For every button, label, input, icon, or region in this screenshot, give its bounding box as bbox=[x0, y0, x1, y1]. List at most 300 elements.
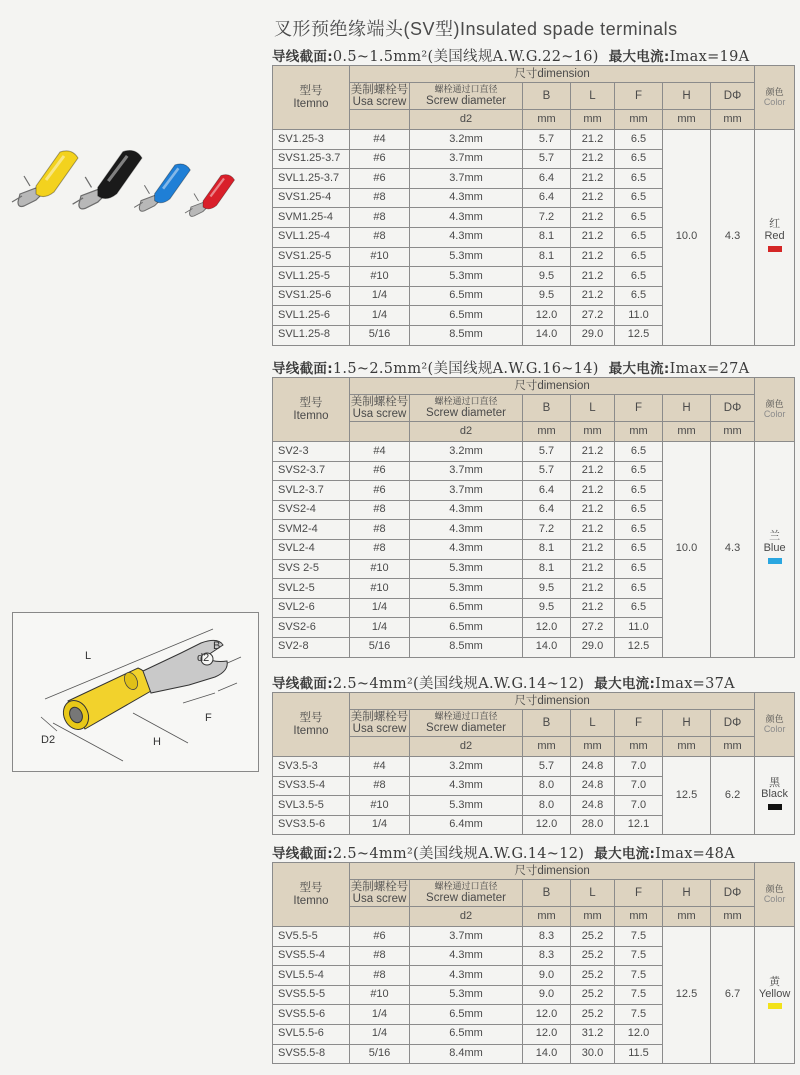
cell-model: SV5.5-5 bbox=[273, 927, 350, 947]
cell-B: 9.0 bbox=[523, 985, 571, 1005]
cell-L: 21.2 bbox=[571, 598, 615, 618]
cell-diameter: 6.5mm bbox=[410, 1005, 523, 1025]
cell-F: 7.5 bbox=[615, 966, 663, 986]
cell-diameter: 5.3mm bbox=[410, 559, 523, 579]
cell-screw: 1/4 bbox=[350, 1024, 410, 1044]
cell-model: SVS1.25-4 bbox=[273, 188, 350, 208]
cell-color bbox=[755, 757, 795, 835]
cell-L: 21.2 bbox=[571, 461, 615, 481]
color-name-en: Black bbox=[761, 788, 789, 801]
cell-screw: 1/4 bbox=[350, 306, 410, 326]
cell-F: 12.5 bbox=[615, 325, 663, 345]
cell-F: 12.1 bbox=[615, 815, 663, 835]
cell-B: 8.0 bbox=[523, 796, 571, 816]
max-current-label: 最大电流: bbox=[608, 49, 670, 65]
header-color-zh: 颜色 bbox=[765, 714, 784, 725]
header-dimension: 尺寸dimension bbox=[350, 378, 755, 395]
cell-L: 29.0 bbox=[571, 637, 615, 657]
header-unit-mm: mm bbox=[663, 110, 711, 130]
cell-L: 21.2 bbox=[571, 559, 615, 579]
terminal-photo-item bbox=[12, 151, 78, 207]
header-screw bbox=[350, 880, 410, 907]
header-screw-zh: 美制螺栓号 bbox=[350, 395, 409, 408]
header-screw bbox=[350, 710, 410, 737]
cell-diameter: 3.2mm bbox=[410, 442, 523, 462]
header-color-zh: 颜色 bbox=[765, 87, 784, 98]
cell-L: 21.2 bbox=[571, 442, 615, 462]
header-D: DΦ bbox=[711, 710, 755, 737]
header-F: F bbox=[615, 83, 663, 110]
cell-model: SVS5.5-5 bbox=[273, 985, 350, 1005]
color-name-zh: 黄 bbox=[769, 976, 781, 989]
header-model-en: Itemno bbox=[293, 894, 329, 907]
cell-F: 7.0 bbox=[615, 796, 663, 816]
cell-model: SVS1.25-6 bbox=[273, 286, 350, 306]
cell-model: SV2-3 bbox=[273, 442, 350, 462]
header-d2: d2 bbox=[410, 110, 523, 130]
header-unit-mm: mm bbox=[663, 907, 711, 927]
cell-screw: 1/4 bbox=[350, 618, 410, 638]
dimension-diagram bbox=[12, 612, 259, 772]
cell-L: 27.2 bbox=[571, 306, 615, 326]
cell-diameter: 5.3mm bbox=[410, 579, 523, 599]
cell-screw: #4 bbox=[350, 130, 410, 150]
header-color bbox=[755, 66, 795, 130]
spec-table bbox=[272, 692, 795, 835]
header-F: F bbox=[615, 880, 663, 907]
cell-screw: 1/4 bbox=[350, 815, 410, 835]
cell-F: 7.0 bbox=[615, 776, 663, 796]
cell-L: 27.2 bbox=[571, 618, 615, 638]
cell-diameter: 3.7mm bbox=[410, 461, 523, 481]
header-color-en: Color bbox=[763, 893, 786, 904]
max-current: Imax=37A bbox=[655, 676, 735, 692]
cell-diameter: 4.3mm bbox=[410, 966, 523, 986]
page-title: 叉形预绝缘端头(SV型)Insulated spade terminals bbox=[274, 19, 678, 39]
cell-screw: 5/16 bbox=[350, 325, 410, 345]
cell-diameter: 8.5mm bbox=[410, 637, 523, 657]
header-color bbox=[755, 693, 795, 757]
cell-diameter: 5.3mm bbox=[410, 267, 523, 287]
max-current: Imax=48A bbox=[655, 846, 735, 862]
cell-B: 6.4 bbox=[523, 500, 571, 520]
cell-F: 6.5 bbox=[615, 442, 663, 462]
cell-F: 6.5 bbox=[615, 188, 663, 208]
cell-D: 4.3 bbox=[711, 130, 755, 346]
cell-L: 21.2 bbox=[571, 520, 615, 540]
header-screw-en: Usa screw bbox=[352, 723, 407, 735]
cell-F: 6.5 bbox=[615, 149, 663, 169]
cell-screw: #6 bbox=[350, 149, 410, 169]
header-color-en: Color bbox=[763, 408, 786, 419]
cell-F: 6.5 bbox=[615, 500, 663, 520]
max-current: Imax=19A bbox=[669, 49, 750, 65]
cell-F: 6.5 bbox=[615, 481, 663, 501]
header-unit-mm: mm bbox=[571, 907, 615, 927]
cell-diameter: 6.4mm bbox=[410, 815, 523, 835]
cell-screw: #4 bbox=[350, 442, 410, 462]
header-model bbox=[273, 863, 350, 927]
cell-diameter: 4.3mm bbox=[410, 188, 523, 208]
color-name-en: Red bbox=[764, 229, 785, 242]
header-d2: d2 bbox=[410, 907, 523, 927]
cell-H: 10.0 bbox=[663, 130, 711, 346]
max-current: Imax=27A bbox=[669, 361, 750, 377]
cell-B: 8.3 bbox=[523, 946, 571, 966]
terminal-photo-item bbox=[185, 175, 235, 217]
cell-F: 6.5 bbox=[615, 559, 663, 579]
cell-screw: #4 bbox=[350, 757, 410, 777]
cell-model: SVS5.5-8 bbox=[273, 1044, 350, 1064]
label-D2: D2 bbox=[41, 734, 56, 746]
cell-B: 8.1 bbox=[523, 539, 571, 559]
cell-F: 7.5 bbox=[615, 1005, 663, 1025]
cell-model: SVL5.5-6 bbox=[273, 1024, 350, 1044]
cell-B: 8.1 bbox=[523, 247, 571, 267]
header-model-zh: 型号 bbox=[299, 397, 323, 410]
header-unit-mm: mm bbox=[711, 737, 755, 757]
header-diameter-en: Screw diameter bbox=[426, 406, 506, 419]
cell-diameter: 6.5mm bbox=[410, 598, 523, 618]
cell-diameter: 8.5mm bbox=[410, 325, 523, 345]
header-screw-zh: 美制螺栓号 bbox=[350, 710, 409, 723]
cell-screw: 5/16 bbox=[350, 637, 410, 657]
cell-diameter: 6.5mm bbox=[410, 286, 523, 306]
cell-screw: #10 bbox=[350, 579, 410, 599]
table-row bbox=[273, 757, 795, 777]
header-model bbox=[273, 378, 350, 442]
cell-L: 21.2 bbox=[571, 286, 615, 306]
header-L: L bbox=[571, 710, 615, 737]
cell-model: SVS3.5-4 bbox=[273, 776, 350, 796]
cell-screw: 5/16 bbox=[350, 1044, 410, 1064]
header-diameter-en: Screw diameter bbox=[426, 891, 506, 904]
cell-B: 9.5 bbox=[523, 267, 571, 287]
cell-B: 5.7 bbox=[523, 149, 571, 169]
cell-L: 25.2 bbox=[571, 985, 615, 1005]
spec-section bbox=[272, 45, 794, 346]
cell-F: 6.5 bbox=[615, 227, 663, 247]
section-heading bbox=[272, 842, 794, 862]
cell-diameter: 5.3mm bbox=[410, 985, 523, 1005]
label-B: B bbox=[213, 640, 221, 652]
cell-screw: #6 bbox=[350, 927, 410, 947]
cell-diameter: 4.3mm bbox=[410, 520, 523, 540]
cell-F: 6.5 bbox=[615, 130, 663, 150]
header-unit-mm: mm bbox=[663, 422, 711, 442]
cell-B: 12.0 bbox=[523, 815, 571, 835]
cell-F: 6.5 bbox=[615, 247, 663, 267]
label-L: L bbox=[85, 650, 92, 662]
header-unit-mm: mm bbox=[523, 422, 571, 442]
cell-diameter: 8.4mm bbox=[410, 1044, 523, 1064]
cell-B: 9.5 bbox=[523, 598, 571, 618]
header-color-en: Color bbox=[763, 96, 786, 107]
cell-F: 6.5 bbox=[615, 598, 663, 618]
cell-L: 21.2 bbox=[571, 149, 615, 169]
cell-B: 14.0 bbox=[523, 637, 571, 657]
cell-F: 6.5 bbox=[615, 461, 663, 481]
section-heading bbox=[272, 357, 794, 377]
header-screw bbox=[350, 395, 410, 422]
cell-L: 21.2 bbox=[571, 208, 615, 228]
cell-B: 14.0 bbox=[523, 1044, 571, 1064]
cell-screw: #8 bbox=[350, 227, 410, 247]
cell-L: 31.2 bbox=[571, 1024, 615, 1044]
cell-L: 24.8 bbox=[571, 776, 615, 796]
cell-B: 7.2 bbox=[523, 520, 571, 540]
header-diameter bbox=[410, 710, 523, 737]
cell-B: 9.5 bbox=[523, 286, 571, 306]
product-photo bbox=[10, 120, 260, 225]
cell-L: 21.2 bbox=[571, 539, 615, 559]
cell-model: SVL2-4 bbox=[273, 539, 350, 559]
cell-model: SVL3.5-5 bbox=[273, 796, 350, 816]
header-screw-en: Usa screw bbox=[352, 408, 407, 420]
cell-diameter: 3.7mm bbox=[410, 481, 523, 501]
cell-B: 8.1 bbox=[523, 559, 571, 579]
cell-diameter: 4.3mm bbox=[410, 227, 523, 247]
cell-screw: #10 bbox=[350, 267, 410, 287]
cell-L: 21.2 bbox=[571, 267, 615, 287]
cell-model: SVM1.25-4 bbox=[273, 208, 350, 228]
header-diameter-zh: 螺栓通过口直径 bbox=[434, 84, 498, 95]
header-diameter-en: Screw diameter bbox=[426, 94, 506, 107]
cell-B: 5.7 bbox=[523, 461, 571, 481]
color-name-en: Yellow bbox=[758, 987, 791, 1000]
cell-model: SVL1.25-6 bbox=[273, 306, 350, 326]
spec-table bbox=[272, 65, 795, 346]
header-model-zh: 型号 bbox=[299, 882, 323, 895]
label-d2: d2 bbox=[197, 652, 210, 664]
cell-screw: #8 bbox=[350, 946, 410, 966]
header-dimension: 尺寸dimension bbox=[350, 863, 755, 880]
cell-L: 30.0 bbox=[571, 1044, 615, 1064]
cell-B: 5.7 bbox=[523, 130, 571, 150]
cell-diameter: 3.7mm bbox=[410, 927, 523, 947]
terminal-photo-item bbox=[73, 151, 142, 209]
header-unit-mm: mm bbox=[523, 907, 571, 927]
cell-H: 12.5 bbox=[663, 757, 711, 835]
cell-model: SVL2-3.7 bbox=[273, 481, 350, 501]
cell-color bbox=[755, 130, 795, 346]
cell-B: 14.0 bbox=[523, 325, 571, 345]
max-current-label: 最大电流: bbox=[608, 361, 670, 377]
cell-F: 7.5 bbox=[615, 927, 663, 947]
table-row bbox=[273, 130, 795, 150]
cell-screw: #8 bbox=[350, 520, 410, 540]
cell-B: 5.7 bbox=[523, 442, 571, 462]
cell-F: 11.0 bbox=[615, 306, 663, 326]
cell-screw: #8 bbox=[350, 966, 410, 986]
header-L: L bbox=[571, 395, 615, 422]
cell-H: 12.5 bbox=[663, 927, 711, 1064]
cell-F: 11.5 bbox=[615, 1044, 663, 1064]
cell-B: 9.0 bbox=[523, 966, 571, 986]
wire-section-label: 导线截面: bbox=[272, 676, 333, 692]
header-color bbox=[755, 378, 795, 442]
cell-diameter: 5.3mm bbox=[410, 247, 523, 267]
cell-model: SVS3.5-6 bbox=[273, 815, 350, 835]
header-screw-blank bbox=[350, 907, 410, 927]
cell-model: SVL2-6 bbox=[273, 598, 350, 618]
header-color-zh: 颜色 bbox=[765, 884, 784, 895]
cell-F: 6.5 bbox=[615, 539, 663, 559]
header-unit-mm: mm bbox=[711, 110, 755, 130]
cell-model: SV2-8 bbox=[273, 637, 350, 657]
cell-H: 10.0 bbox=[663, 442, 711, 658]
header-screw-blank bbox=[350, 422, 410, 442]
cell-L: 21.2 bbox=[571, 169, 615, 189]
cell-F: 7.5 bbox=[615, 946, 663, 966]
spec-section bbox=[272, 357, 794, 658]
wire-range: 2.5~4mm²(美国线规A.W.G.14~12) bbox=[332, 846, 585, 862]
cell-F: 6.5 bbox=[615, 208, 663, 228]
header-unit-mm: mm bbox=[523, 110, 571, 130]
cell-model: SVS1.25-3.7 bbox=[273, 149, 350, 169]
cell-screw: #10 bbox=[350, 985, 410, 1005]
cell-F: 6.5 bbox=[615, 286, 663, 306]
cell-L: 28.0 bbox=[571, 815, 615, 835]
cell-B: 8.0 bbox=[523, 776, 571, 796]
header-D: DΦ bbox=[711, 880, 755, 907]
header-model-en: Itemno bbox=[293, 724, 329, 737]
cell-diameter: 3.7mm bbox=[410, 149, 523, 169]
header-unit-mm: mm bbox=[571, 737, 615, 757]
max-current-label: 最大电流: bbox=[594, 676, 656, 692]
header-screw-zh: 美制螺栓号 bbox=[350, 83, 409, 96]
cell-screw: #8 bbox=[350, 539, 410, 559]
cell-model: SVL1.25-8 bbox=[273, 325, 350, 345]
cell-model: SVM2-4 bbox=[273, 520, 350, 540]
cell-diameter: 6.5mm bbox=[410, 1024, 523, 1044]
cell-screw: #10 bbox=[350, 796, 410, 816]
color-name-zh: 兰 bbox=[769, 530, 781, 543]
cell-diameter: 4.3mm bbox=[410, 539, 523, 559]
cell-B: 5.7 bbox=[523, 757, 571, 777]
spec-section bbox=[272, 842, 794, 1064]
header-H: H bbox=[663, 880, 711, 907]
section-heading bbox=[272, 45, 794, 65]
cell-diameter: 5.3mm bbox=[410, 796, 523, 816]
cell-L: 21.2 bbox=[571, 481, 615, 501]
color-swatch bbox=[768, 246, 782, 252]
cell-model: SV3.5-3 bbox=[273, 757, 350, 777]
header-color-en: Color bbox=[763, 723, 786, 734]
header-H: H bbox=[663, 710, 711, 737]
cell-B: 8.1 bbox=[523, 227, 571, 247]
header-unit-mm: mm bbox=[615, 737, 663, 757]
wire-section-label: 导线截面: bbox=[272, 846, 333, 862]
cell-F: 12.5 bbox=[615, 637, 663, 657]
cell-model: SVL2-5 bbox=[273, 579, 350, 599]
cell-F: 6.5 bbox=[615, 169, 663, 189]
label-F: F bbox=[205, 712, 212, 724]
cell-model: SVS2-4 bbox=[273, 500, 350, 520]
header-unit-mm: mm bbox=[711, 907, 755, 927]
cell-F: 7.0 bbox=[615, 757, 663, 777]
header-diameter bbox=[410, 880, 523, 907]
header-B: B bbox=[523, 395, 571, 422]
cell-L: 25.2 bbox=[571, 946, 615, 966]
cell-B: 12.0 bbox=[523, 618, 571, 638]
header-unit-mm: mm bbox=[615, 110, 663, 130]
header-unit-mm: mm bbox=[615, 422, 663, 442]
color-name-zh: 黑 bbox=[769, 776, 781, 789]
header-screw-blank bbox=[350, 110, 410, 130]
cell-diameter: 4.3mm bbox=[410, 946, 523, 966]
header-diameter bbox=[410, 83, 523, 110]
cell-B: 6.4 bbox=[523, 169, 571, 189]
spec-section bbox=[272, 672, 794, 835]
cell-F: 11.0 bbox=[615, 618, 663, 638]
color-swatch bbox=[768, 804, 782, 810]
cell-F: 6.5 bbox=[615, 520, 663, 540]
table-row bbox=[273, 442, 795, 462]
cell-screw: #6 bbox=[350, 461, 410, 481]
cell-diameter: 6.5mm bbox=[410, 306, 523, 326]
cell-screw: #6 bbox=[350, 169, 410, 189]
wire-range: 1.5~2.5mm²(美国线规A.W.G.16~14) bbox=[332, 361, 599, 377]
header-screw-en: Usa screw bbox=[352, 96, 407, 108]
header-model-en: Itemno bbox=[293, 409, 329, 422]
cell-screw: #10 bbox=[350, 559, 410, 579]
cell-diameter: 4.3mm bbox=[410, 776, 523, 796]
header-screw-en: Usa screw bbox=[352, 893, 407, 905]
header-model bbox=[273, 66, 350, 130]
header-D: DΦ bbox=[711, 395, 755, 422]
cell-screw: #8 bbox=[350, 776, 410, 796]
header-F: F bbox=[615, 395, 663, 422]
header-L: L bbox=[571, 880, 615, 907]
header-dimension: 尺寸dimension bbox=[350, 693, 755, 710]
cell-F: 12.0 bbox=[615, 1024, 663, 1044]
cell-screw: #8 bbox=[350, 500, 410, 520]
cell-B: 6.4 bbox=[523, 188, 571, 208]
cell-model: SVL1.25-4 bbox=[273, 227, 350, 247]
wire-range: 2.5~4mm²(美国线规A.W.G.14~12) bbox=[332, 676, 585, 692]
cell-D: 4.3 bbox=[711, 442, 755, 658]
color-name-en: Blue bbox=[763, 541, 786, 554]
color-name-zh: 红 bbox=[769, 218, 781, 231]
cell-diameter: 3.2mm bbox=[410, 757, 523, 777]
cell-model: SVL1.25-5 bbox=[273, 267, 350, 287]
cell-L: 21.2 bbox=[571, 188, 615, 208]
label-H: H bbox=[153, 736, 161, 748]
max-current-label: 最大电流: bbox=[594, 846, 656, 862]
header-L: L bbox=[571, 83, 615, 110]
cell-D: 6.7 bbox=[711, 927, 755, 1064]
cell-color bbox=[755, 927, 795, 1064]
header-unit-mm: mm bbox=[711, 422, 755, 442]
header-unit-mm: mm bbox=[571, 110, 615, 130]
header-B: B bbox=[523, 880, 571, 907]
cell-model: SVL1.25-3.7 bbox=[273, 169, 350, 189]
cell-diameter: 3.2mm bbox=[410, 130, 523, 150]
header-unit-mm: mm bbox=[615, 907, 663, 927]
header-diameter-zh: 螺栓通过口直径 bbox=[434, 881, 498, 892]
cell-diameter: 4.3mm bbox=[410, 208, 523, 228]
cell-L: 21.2 bbox=[571, 579, 615, 599]
header-H: H bbox=[663, 83, 711, 110]
header-B: B bbox=[523, 83, 571, 110]
cell-B: 12.0 bbox=[523, 1005, 571, 1025]
cell-D: 6.2 bbox=[711, 757, 755, 835]
table-row bbox=[273, 927, 795, 947]
header-color-zh: 颜色 bbox=[765, 399, 784, 410]
header-color bbox=[755, 863, 795, 927]
cell-color bbox=[755, 442, 795, 658]
